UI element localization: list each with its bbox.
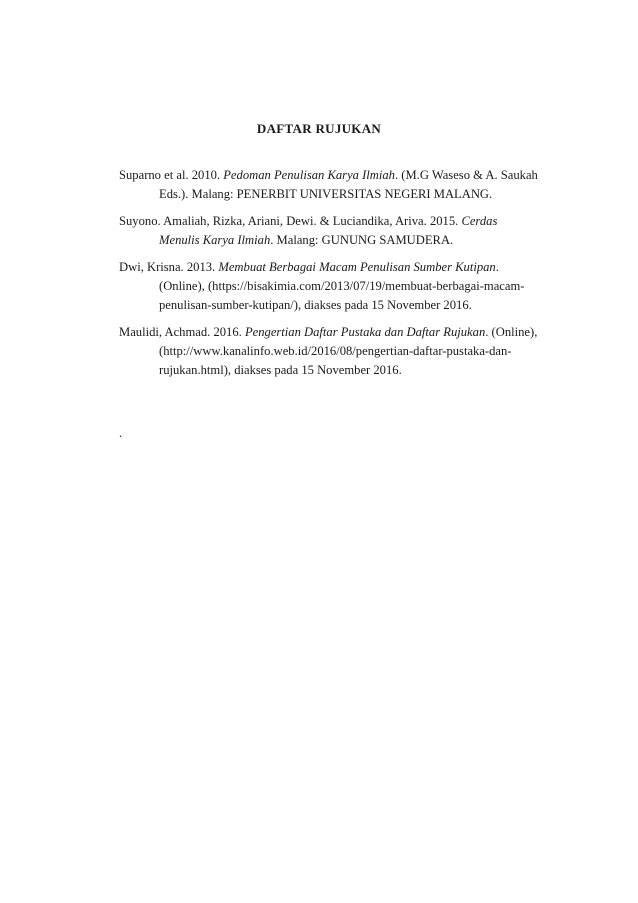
reference-authors-year: Suparno et al. 2010. xyxy=(119,168,224,182)
reference-details: . (Online), (http://www.kanalinfo.web.id/2016/08/pengertian-daftar-pustaka-dan-rujukan.html), diakses pada 15 November 2016. xyxy=(159,325,538,377)
reference-authors-year: Suyono. Amaliah, Rizka, Ariani, Dewi. & Luciandika, Ariva. 2015. xyxy=(119,214,462,228)
reference-title: Membuat Berbagai Macam Penulisan Sumber Kutipan xyxy=(218,260,496,274)
page-title: DAFTAR RUJUKAN xyxy=(256,121,382,136)
reference-details: . Malang: GUNUNG SAMUDERA. xyxy=(270,233,454,247)
reference-list xyxy=(119,166,539,388)
reference-entry xyxy=(119,166,539,204)
reference-entry xyxy=(119,212,539,250)
reference-title: Pedoman Penulisan Karya Ilmiah xyxy=(223,168,395,182)
reference-entry xyxy=(119,258,539,315)
reference-entry xyxy=(119,323,539,380)
reference-authors-year: Maulidi, Achmad. 2016. xyxy=(119,325,245,339)
reference-authors-year: Dwi, Krisna. 2013. xyxy=(119,260,219,274)
reference-details: . (Online), (https://bisakimia.com/2013/07/19/membuat-berbagai-macam-penulisan-sumber-kutipan/), diakses pada 15 November 2016. xyxy=(159,260,525,312)
reference-details: . (M.G Waseso & A. Saukah Eds.). Malang: PENERBIT UNIVERSITAS NEGERI MALANG. xyxy=(159,168,538,201)
reference-title: Pengertian Daftar Pustaka dan Daftar Rujukan xyxy=(244,325,486,339)
trailing-period: . xyxy=(119,426,123,440)
reference-title: Cerdas Menulis Karya Ilmiah xyxy=(159,214,498,247)
